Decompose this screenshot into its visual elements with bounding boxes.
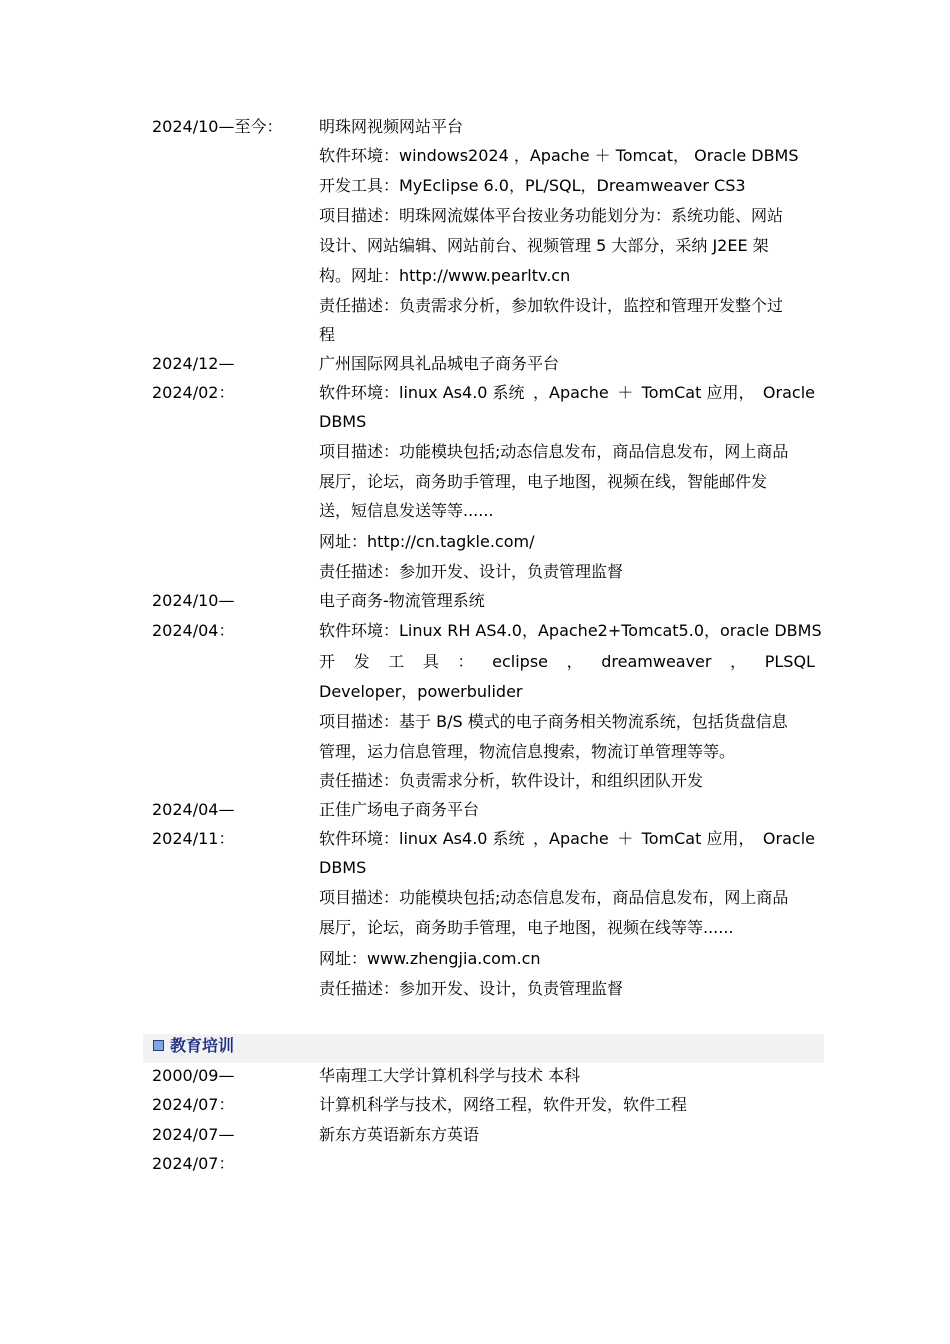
- project-url: 网址：http://cn.tagkle.com/: [319, 532, 535, 551]
- tools-part: eclipse: [492, 652, 548, 671]
- project-desc-line: 构。网址：http://www.pearltv.cn: [319, 266, 571, 285]
- project-duty-line: 责任描述：负责需求分析，参加软件设计，监控和管理开发整个过: [319, 296, 784, 315]
- edu-date-end: 2024/07：: [152, 1154, 235, 1173]
- project-tools-cont: Developer，powerbulider: [319, 682, 523, 701]
- project-desc-line: 设计、网站编辑、网站前台、视频管理 5 大部分，采纳 J2EE 架: [319, 236, 769, 255]
- project-env-cont: DBMS: [319, 412, 367, 431]
- project-desc-line: 项目描述：明珠网流媒体平台按业务功能划分为：系统功能、网站: [319, 206, 784, 225]
- project-date-end: 2024/11：: [152, 829, 235, 848]
- edu-school: 华南理工大学计算机科学与技术 本科: [319, 1066, 581, 1085]
- tools-part: ，: [566, 652, 583, 671]
- project-date: 2024/10—至今：: [152, 117, 283, 136]
- section-title: 教育培训: [170, 1036, 235, 1055]
- project-env: 软件环境：Linux RH AS4.0，Apache2+Tomcat5.0，oracle DBMS: [319, 621, 822, 640]
- tools-part: 发: [353, 652, 370, 671]
- project-duty: 责任描述：负责需求分析，软件设计，和组织团队开发: [319, 771, 704, 790]
- project-desc-line: 展厅，论坛，商务助手管理，电子地图，视频在线，智能邮件发: [319, 472, 768, 491]
- project-tools: 开发工具：MyEclipse 6.0，PL/SQL，Dreamweaver CS3: [319, 176, 746, 195]
- project-date-end: 2024/04：: [152, 621, 235, 640]
- edu-school: 新东方英语新东方英语: [319, 1125, 480, 1144]
- project-duty: 责任描述：参加开发、设计，负责管理监督: [319, 562, 624, 581]
- project-desc-line: 项目描述：功能模块包括;动态信息发布，商品信息发布，网上商品: [319, 442, 789, 461]
- project-env: 软件环境：windows2024 ，Apache ＋ Tomcat， Oracle DBMS: [319, 146, 799, 165]
- env-part: TomCat 应用，: [641, 383, 755, 402]
- project-url: 网址：www.zhengjia.com.cn: [319, 949, 541, 968]
- project-desc-line: 送，短信息发送等等......: [319, 501, 494, 520]
- project-env: [319, 383, 815, 403]
- env-part: ，Apache: [533, 383, 609, 402]
- tools-part: dreamweaver: [601, 652, 712, 671]
- project-date-start: 2024/10—: [152, 591, 235, 610]
- edu-date-end: 2024/07：: [152, 1095, 235, 1114]
- env-part: Oracle: [762, 383, 815, 402]
- tools-part: ，: [730, 652, 747, 671]
- tools-part: PLSQL: [764, 652, 815, 671]
- section-header-band: [143, 1034, 824, 1063]
- project-env: [319, 829, 815, 849]
- env-part: ＋: [617, 383, 634, 402]
- project-duty: 责任描述：参加开发、设计，负责管理监督: [319, 979, 624, 998]
- tools-part: 工: [388, 652, 405, 671]
- env-part: Oracle: [762, 829, 815, 848]
- tools-part: ：: [457, 652, 474, 671]
- project-title: 电子商务-物流管理系统: [319, 591, 485, 610]
- project-date-end: 2024/02：: [152, 383, 235, 402]
- edu-major: 计算机科学与技术，网络工程，软件开发，软件工程: [319, 1095, 688, 1114]
- project-date-start: 2024/04—: [152, 800, 235, 819]
- project-desc-line: 展厅，论坛，商务助手管理，电子地图，视频在线等等......: [319, 918, 734, 937]
- env-part: ，Apache: [533, 829, 609, 848]
- tools-part: 具: [422, 652, 439, 671]
- project-desc-line: 项目描述：基于 B/S 模式的电子商务相关物流系统，包括货盘信息: [319, 712, 788, 731]
- edu-date-start: 2024/07—: [152, 1125, 235, 1144]
- env-part: 软件环境：linux As4.0 系统: [319, 829, 525, 848]
- project-title: 广州国际网具礼品城电子商务平台: [319, 354, 560, 373]
- env-part: ＋: [617, 829, 634, 848]
- project-duty-line: 程: [319, 325, 336, 344]
- env-part: 软件环境：linux As4.0 系统: [319, 383, 525, 402]
- project-tools: [319, 652, 815, 672]
- env-part: TomCat 应用，: [641, 829, 755, 848]
- tools-part: 开: [319, 652, 336, 671]
- project-date-start: 2024/12—: [152, 354, 235, 373]
- project-title: 正佳广场电子商务平台: [319, 800, 480, 819]
- project-env-cont: DBMS: [319, 858, 367, 877]
- project-desc-line: 项目描述：功能模块包括;动态信息发布，商品信息发布，网上商品: [319, 888, 789, 907]
- project-desc-line: 管理，运力信息管理，物流信息搜索，物流订单管理等等。: [319, 742, 736, 761]
- project-title: 明珠网视频网站平台: [319, 117, 464, 136]
- edu-date-start: 2000/09—: [152, 1066, 235, 1085]
- section-bullet-icon: [153, 1040, 164, 1051]
